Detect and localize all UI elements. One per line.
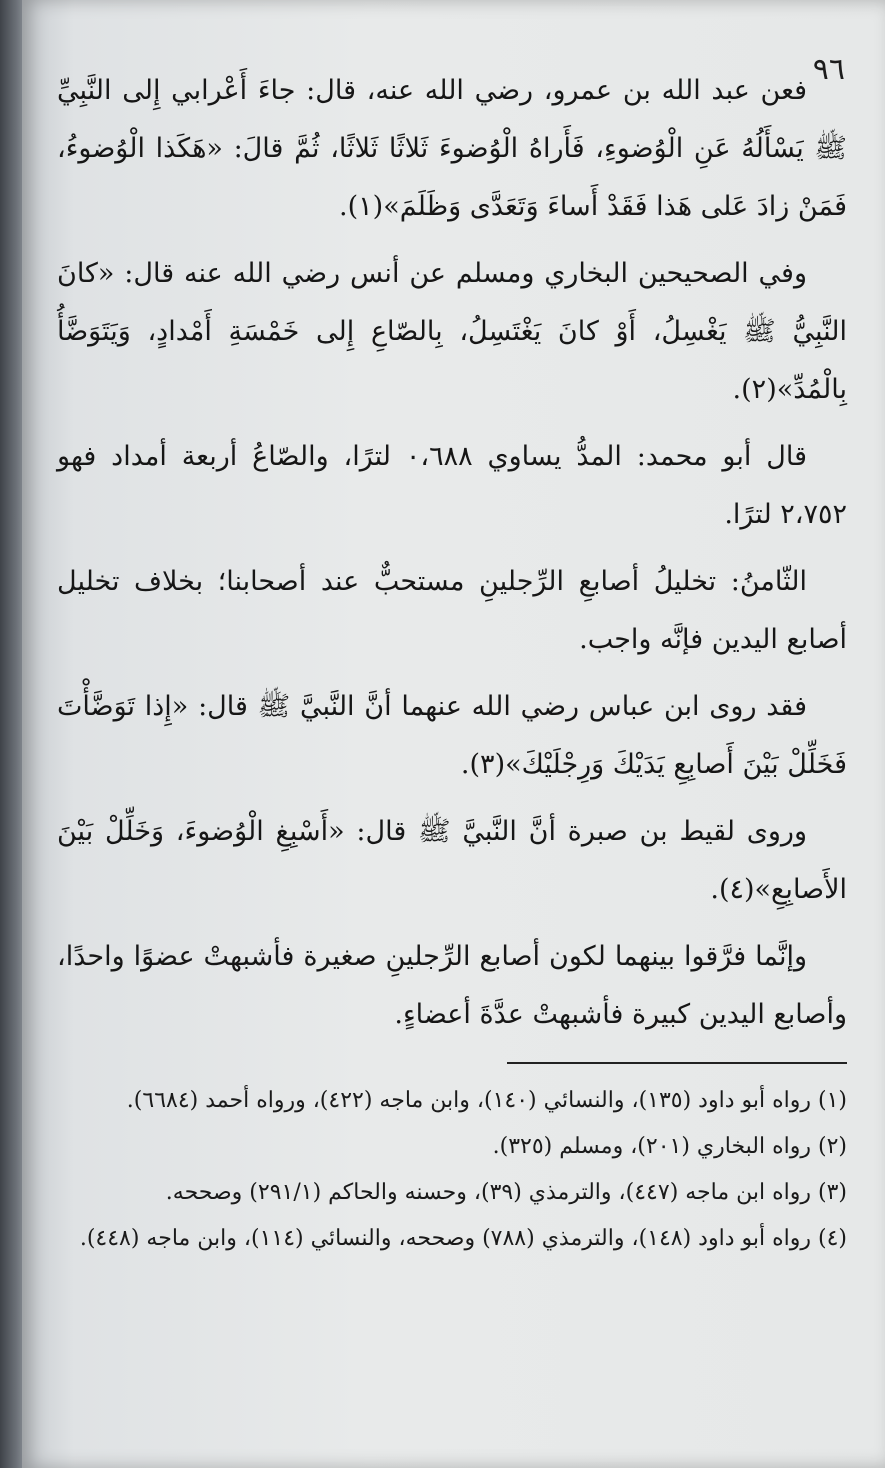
footnote: (٢) رواه البخاري (٢٠١)، ومسلم (٣٢٥). [492,1134,847,1159]
footnotes [57,1080,847,1264]
paragraph: وإنَّما فرَّقوا بينهما لكون أصابع الرِّجلينِ صغيرة فأشبهتْ عضوًا واحدًا، وأصابع اليدين كبيرة فأشبهتْ عدَّةَ أعضاءٍ. [57,941,847,1030]
page-number: ٩٦ [812,52,845,87]
footnote: (٤) رواه أبو داود (١٤٨)، والترمذي (٧٨٨) وصححه، والنسائي (١١٤)، وابن ماجه (٤٤٨). [79,1226,847,1251]
main-text [57,62,847,1053]
paragraph: قال أبو محمد: المدُّ يساوي ٠،٦٨٨ لترًا، والصّاعُ أربعة أمداد فهو ٢،٧٥٢ لترًا. [57,441,847,530]
footnote: (٣) رواه ابن ماجه (٤٤٧)، والترمذي (٣٩)، وحسنه والحاكم (٢٩١/١) وصححه. [165,1180,847,1205]
footnote: (١) رواه أبو داود (١٣٥)، والنسائي (١٤٠)، وابن ماجه (٤٢٢)، ورواه أحمد (٦٦٨٤). [126,1088,847,1113]
paragraph: فعن عبد الله بن عمرو، رضي الله عنه، قال: جاءَ أَعْرابي إِلى النَّبِيِّ ﷺ يَسْأَلُهُ عَنِ الْوُضوءِ، فَأَراهُ الْوُضوءَ ثَلاثًا ثَلاثًا، ثُمَّ قالَ: «هَكَذا الْوُضوءُ، فَمَنْ زادَ عَلى هَذا فَقَدْ أَساءَ وَتَعَدَّى وَظَلَمَ»(١). [57,75,847,222]
paragraph: فقد روى ابن عباس رضي الله عنهما أنَّ النَّبيَّ ﷺ قال: «إِذا تَوَضَّأْتَ فَخَلِّلْ بَيْنَ أَصابِعِ يَدَيْكَ وَرِجْلَيْكَ»(٣). [57,691,847,780]
paragraph: الثّامنُ: تخليلُ أصابعِ الرِّجلينِ مستحبٌّ عند أصحابنا؛ بخلاف تخليل أصابع اليدين فإنَّه واجب. [57,566,847,655]
footnote-separator [507,1062,847,1064]
paragraph: وفي الصحيحين البخاري ومسلم عن أنس رضي الله عنه قال: «كانَ النَّبِيُّ ﷺ يَغْسِلُ، أَوْ كانَ يَغْتَسِلُ، بِالصّاعِ إِلى خَمْسَةِ أَمْدادٍ، وَيَتَوَضَّأُ بِالْمُدِّ»(٢). [57,258,847,405]
paragraph: وروى لقيط بن صبرة أنَّ النَّبيَّ ﷺ قال: «أَسْبِغِ الْوُضوءَ، وَخَلِّلْ بَيْنَ الأَصابِعِ»(٤). [57,816,847,905]
book-page [22,0,885,1468]
